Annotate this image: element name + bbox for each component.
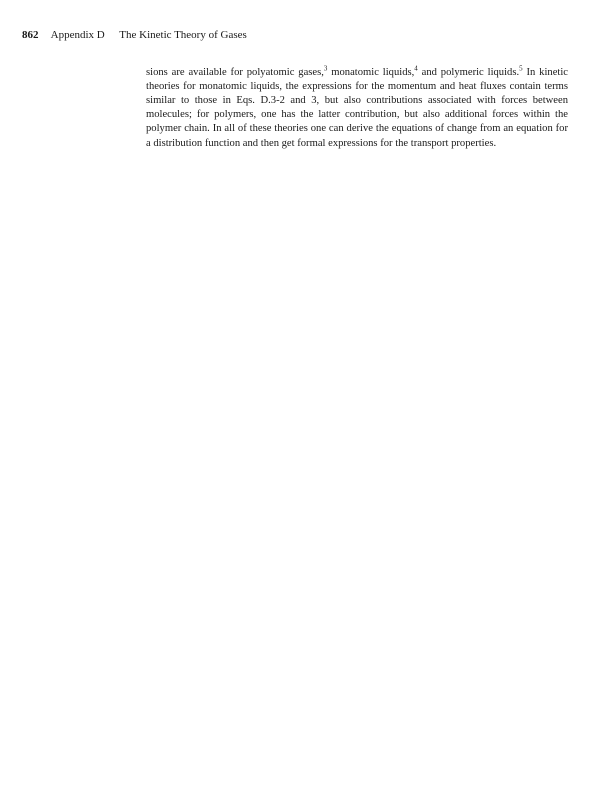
- footnote-ref: 4: [414, 64, 418, 73]
- text-segment: and polymeric liquids.: [417, 66, 520, 78]
- running-head: [22, 28, 247, 42]
- text-segment: sions are available for polyatomic gases,: [146, 66, 324, 78]
- page-number: 862: [22, 29, 39, 41]
- body-paragraph: [146, 66, 568, 151]
- chapter-title: The Kinetic Theory of Gases: [119, 29, 247, 41]
- text-segment: In kinetic theories for monatomic liquids, the expressions for the momentum and heat fluxes contain terms similar to those in Eqs. D.3-2 and 3, but also contributions associated with forces between molecules; for polymers, one has the latter contribution, but also additional forces within the polymer chain. In all of these theories one can derive the equations of change from an equation for a distribution function and then get formal expressions for the transport properties.: [146, 66, 569, 149]
- footnote-ref: 3: [323, 64, 328, 73]
- appendix-label: Appendix D: [50, 29, 105, 41]
- text-segment: monatomic liquids,: [327, 66, 415, 78]
- footnote-ref: 5: [519, 64, 523, 73]
